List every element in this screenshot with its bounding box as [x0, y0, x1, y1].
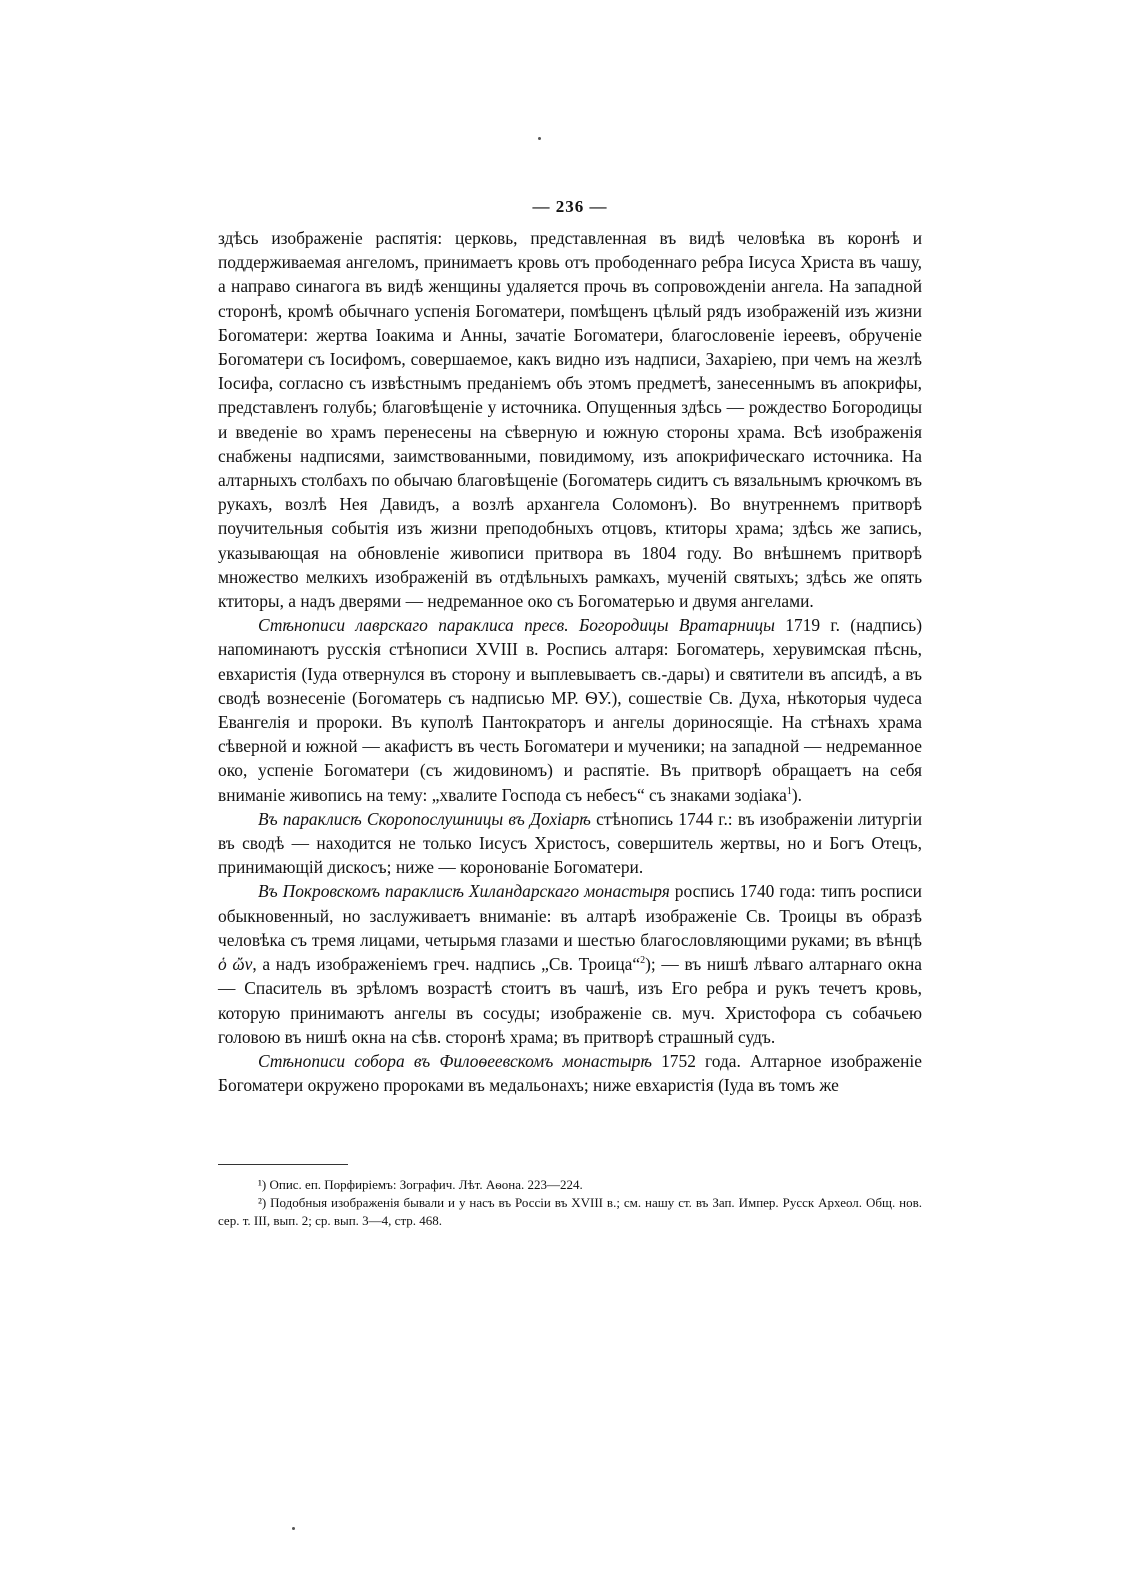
- footnote: [218, 1194, 922, 1230]
- footnote-ref: 2: [640, 955, 646, 967]
- paragraph: [218, 613, 922, 807]
- text-run: ).: [791, 784, 802, 805]
- footnote-text: Опис. еп. Порфиріемъ: Зографич. Лѣт. Аѳона. 223—224.: [266, 1177, 583, 1192]
- footnote-divider: [218, 1164, 348, 1165]
- footnotes: [218, 1176, 922, 1230]
- footnote-ref: 1: [786, 785, 792, 797]
- footnote: [218, 1176, 922, 1194]
- paragraph: [218, 1049, 922, 1097]
- footnote-mark: ²): [258, 1195, 267, 1210]
- page-number: — 236 —: [532, 197, 608, 216]
- text-run: здѣсь изображеніе распятія: церковь, представленная въ видѣ человѣка въ коронѣ и поддерживаемая ангеломъ, принимаетъ кровь отъ прободеннаго ребра Іисуса Христа въ чашу, а направо синагога въ видѣ женщины удаляется прочь въ сопровожденіи ангела. На западной сторонѣ, кромѣ обычнаго успенія Богоматери, помѣщенъ цѣлый рядъ изображеній изъ жизни Богоматери: жертва Іоакима и Анны, зачатіе Богоматери, благословеніе іереевъ, обрученіе Богоматери съ Іосифомъ, совершаемое, какъ видно изъ надписи, Захаріею, при чемъ на жезлѣ Іосифа, согласно съ извѣстнымъ преданіемъ объ этомъ предметѣ, занесеннымъ въ апокрифы, представленъ голубь; благовѣщеніе у источника. Опущенныя здѣсь — рождество Богородицы и введеніе во храмъ перенесены на сѣверную и южную стороны храма. Всѣ изображенія снабжены надписями, заимствованными, повидимому, изъ апокрифическаго источника. На алтарныхъ столбахъ по обычаю благовѣщеніе (Богоматерь сидитъ съ вязальнымъ крючкомъ въ рукахъ, возлѣ Нея Давидъ, а возлѣ архангела Соломонъ). Во внутреннемъ притворѣ поучительныя событія изъ жизни преподобныхъ отцовъ, ктиторы храма; здѣсь же запись, указывающая на обновленіе живописи притвора въ 1804 году. Во внѣшнемъ притворѣ множество мелкихъ изображеній въ отдѣльныхъ рамкахъ, мученій святыхъ; здѣсь же опять ктиторы, а надъ дверями — недреманное око съ Богоматерью и двумя ангелами.: [218, 228, 922, 612]
- italic-heading: ὁ ὤν: [218, 954, 253, 975]
- paragraph: [218, 807, 922, 880]
- text-run: 1752 года. Алтарное изображеніе Богоматери окружено пророками въ медальонахъ; ниже евхаристія (Іуда въ томъ же: [218, 1050, 922, 1096]
- italic-heading: Стѣнописи лаврскаго параклиса пресв. Богородицы Вратарницы: [258, 615, 775, 636]
- text-run: , а надъ изображеніемъ греч. надпись „Св. Троица“: [252, 954, 641, 975]
- text-run: стѣнопись 1744 г.: въ изображеніи литургіи въ сводѣ — находится не только Іисусъ Христосъ, совершитель жертвы, но и Богъ Отецъ, принимающій дискосъ; ниже — коронованіе Богоматери.: [218, 808, 922, 878]
- scan-speck-top: [538, 137, 541, 140]
- text-run: роспись 1740 года: типъ росписи обыкновенный, но заслуживаетъ вниманіе: въ алтарѣ изображеніе Св. Троицы въ образѣ человѣка съ тремя лицами, четырьмя глазами и шестью благословляющими руками; въ вѣнцѣ: [218, 881, 922, 950]
- italic-heading: Въ параклисѣ Скоропослушницы въ Дохіарѣ: [258, 808, 591, 829]
- text-run: ); — въ нишѣ лѣваго алтарнаго окна — Спаситель въ зрѣломъ возрастѣ стоитъ въ чашѣ, изъ Его ребра и рукъ течетъ кровь, которую принимаютъ ангелы въ сосуды; изображеніе св. муч. Христофора съ собачьею головою въ нишѣ окна на сѣв. сторонѣ храма; въ притворѣ страшный судъ.: [218, 954, 922, 1047]
- italic-heading: Въ Покровскомъ параклисѣ Хиландарскаго монастыря: [258, 881, 670, 902]
- footnote-text: Подобныя изображенія бывали и у насъ въ Россіи въ XVIII в.; см. нашу ст. въ Зап. Импер. Русск Археол. Общ. нов. сер. т. III, вып. 2; ср. вып. 3—4, стр. 468.: [218, 1195, 922, 1228]
- main-text: [218, 226, 922, 1097]
- footnote-mark: ¹): [258, 1177, 267, 1192]
- paragraph: [218, 879, 922, 1048]
- paragraph: [218, 226, 922, 613]
- scan-speck-bottom: [292, 1527, 295, 1530]
- italic-heading: Стѣнописи собора въ Филоѳеевскомъ монастырѣ: [258, 1050, 652, 1071]
- text-run: 1719 г. (надпись) напоминаютъ русскія стѣнописи XVIII в. Роспись алтаря: Богоматерь, херувимская пѣснь, евхаристія (Іуда отвернулся въ сторону и выплевываетъ св.-дары) и святители въ апсидѣ, а въ сводѣ вознесеніе (Богоматерь съ надписью МР. ѲУ.), сошествіе Св. Духа, нѣкоторыя чудеса Евангелія и пророки. Въ куполѣ Пантократоръ и ангелы дориносящіе. На стѣнахъ храма сѣверной и южной — акафистъ въ честь Богоматери и мученики; на западной — недреманное око, успеніе Богоматери (съ жидовиномъ) и распятіе. Въ притворѣ обращаетъ на себя вниманіе живопись на тему: „хвалите Господа съ небесъ“ съ знаками зодіака: [218, 615, 923, 805]
